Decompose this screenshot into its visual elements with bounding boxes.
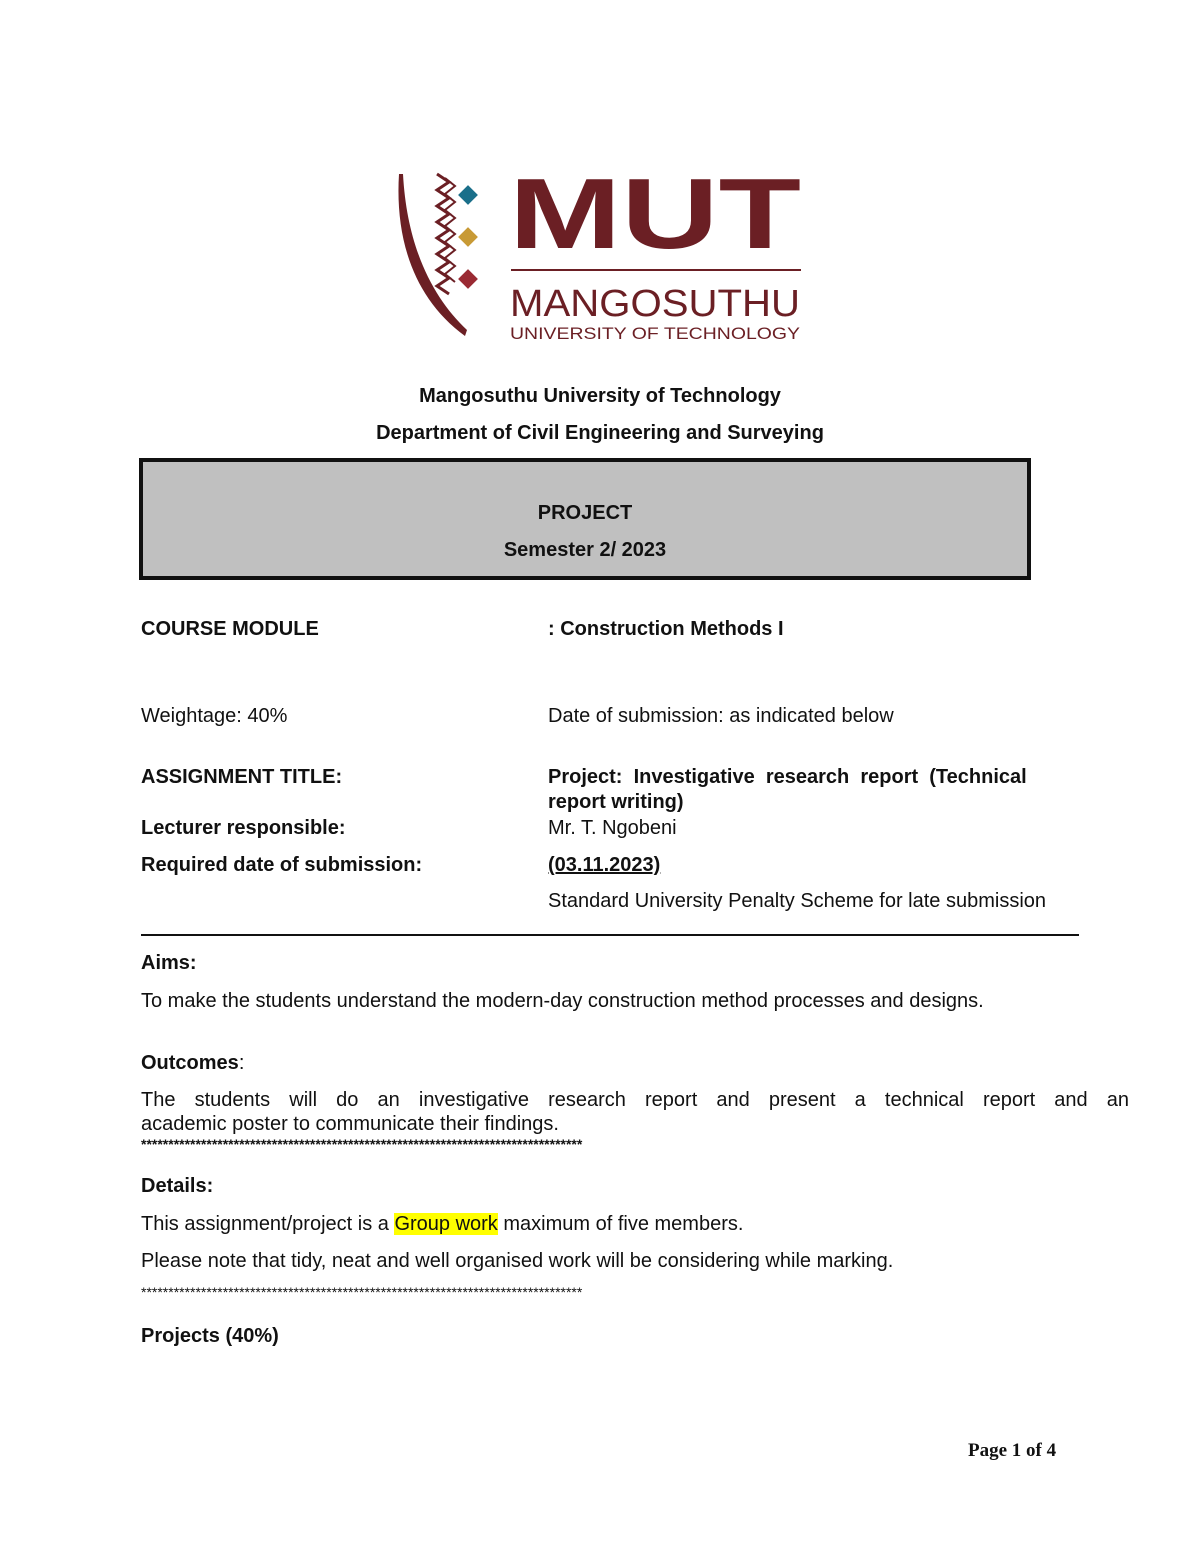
details-separator: ********************************************************************************* <box>141 1284 583 1300</box>
logo-name: MANGOSUTHU <box>510 283 800 325</box>
details-line1: This assignment/project is a Group work maximum of five members. <box>141 1213 744 1235</box>
project-banner <box>139 458 1031 580</box>
course-module-label: COURSE MODULE <box>141 618 319 640</box>
red-diamond <box>458 269 478 289</box>
lecturer-label: Lecturer responsible: <box>141 817 346 839</box>
required-date-label: Required date of submission: <box>141 854 423 876</box>
outcomes-line2: academic poster to communicate their findings. <box>141 1113 559 1135</box>
group-work-highlight: Group work <box>394 1213 498 1235</box>
lecturer-value: Mr. T. Ngobeni <box>548 817 677 839</box>
outcomes-heading-wrap <box>141 1051 244 1075</box>
mut-logo <box>393 168 805 346</box>
university-name: Mangosuthu University of Technology <box>419 385 781 407</box>
outcomes-heading: Outcomes <box>141 1052 239 1074</box>
outcomes-line1: The students will do an investigative research report and present a technical report and an <box>141 1089 1130 1111</box>
assignment-title-line1: Project: Investigative research report (Technical <box>548 766 1027 788</box>
section-divider <box>141 934 1079 936</box>
weightage: Weightage: 40% <box>141 705 288 727</box>
gold-diamond <box>458 227 478 247</box>
department-name: Department of Civil Engineering and Surveying <box>376 422 824 444</box>
outcomes-colon: : <box>238 1052 245 1074</box>
required-date-value: (03.11.2023) <box>548 854 661 876</box>
aims-heading: Aims: <box>141 952 197 974</box>
outcomes-separator: ********************************************************************************* <box>141 1136 583 1152</box>
banner-title: PROJECT <box>537 502 633 524</box>
teal-diamond <box>458 185 478 205</box>
logo-swoosh <box>398 174 467 336</box>
projects-heading: Projects (40%) <box>141 1325 279 1347</box>
details-heading: Details: <box>141 1175 214 1197</box>
course-module-value: : Construction Methods I <box>548 618 784 640</box>
assignment-title-line2: report writing) <box>548 791 684 813</box>
banner-semester: Semester 2/ 2023 <box>503 539 667 561</box>
penalty-note: Standard University Penalty Scheme for late submission <box>548 890 1047 912</box>
submission-note: Date of submission: as indicated below <box>548 705 894 727</box>
logo-wordmark: MUT <box>509 168 801 270</box>
page-number: Page 1 of 4 <box>968 1440 1057 1461</box>
aims-text: To make the students understand the modern-day construction method processes and designs. <box>141 990 984 1012</box>
assignment-title-label: ASSIGNMENT TITLE: <box>141 766 343 788</box>
details-line2: Please note that tidy, neat and well organised work will be considering while marking. <box>141 1250 894 1272</box>
logo-subtitle: UNIVERSITY OF TECHNOLOGY <box>510 324 800 343</box>
